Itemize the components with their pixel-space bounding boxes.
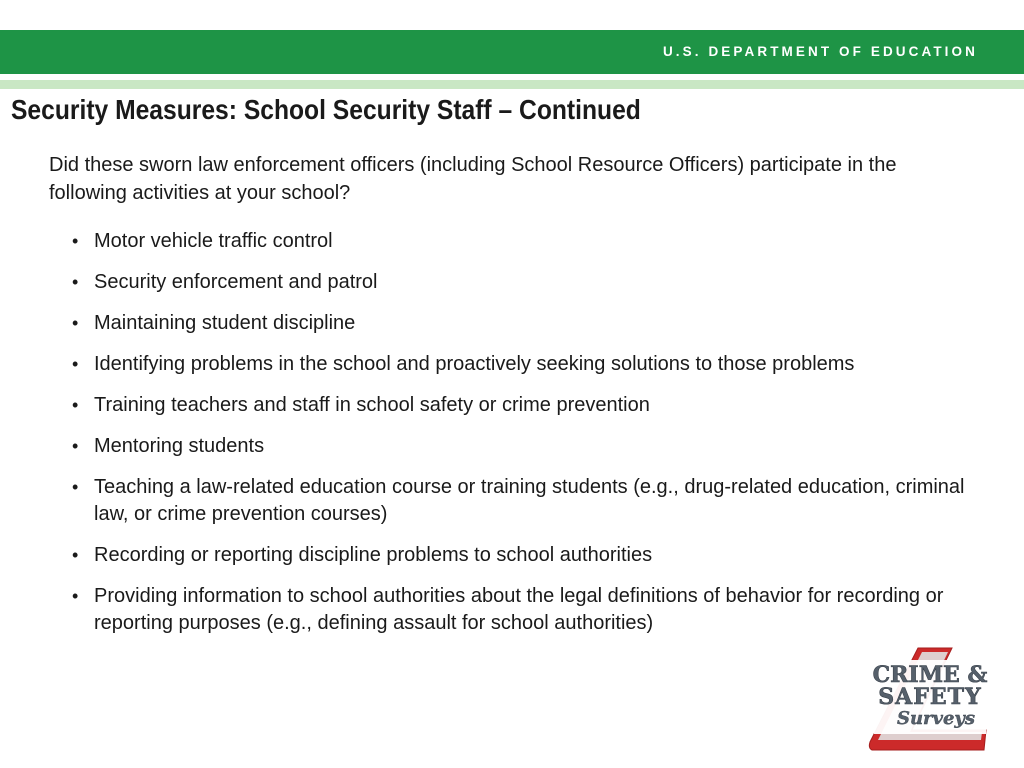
logo-line-3: Surveys: [896, 708, 976, 729]
list-item: [72, 310, 972, 337]
list-item-text: Training teachers and staff in school safety or crime prevention: [94, 394, 650, 416]
bullet-icon: •: [72, 354, 79, 374]
list-item: [72, 269, 972, 296]
list-item-text: Motor vehicle traffic control: [94, 230, 333, 252]
header-stripe: [0, 80, 1024, 89]
list-item-text: Mentoring students: [94, 435, 265, 457]
bullet-icon: •: [72, 545, 79, 565]
list-item-text: Maintaining student discipline: [94, 312, 356, 334]
list-item-text: Providing information to school authorities about the legal definitions of behavior for recording or reporting purposes (e.g., defining assault for school authorities): [94, 585, 944, 634]
bullet-icon: •: [72, 395, 79, 415]
bullet-icon: •: [72, 231, 79, 251]
bullet-icon: •: [72, 586, 79, 606]
list-item: [72, 351, 972, 378]
bullet-icon: •: [72, 313, 79, 333]
question-text: Did these sworn law enforcement officers (including School Resource Officers) participate in the following activities at your school?: [49, 154, 897, 204]
slide-title: Security Measures: School Security Staff – Continued: [11, 94, 641, 125]
agency-name: U.S. DEPARTMENT OF EDUCATION: [662, 44, 978, 59]
list-item: [72, 433, 972, 460]
list-item: [72, 392, 972, 419]
bullet-icon: •: [72, 272, 79, 292]
crime-safety-surveys-logo: [866, 644, 990, 752]
list-item: [72, 474, 972, 528]
list-item-text: Recording or reporting discipline problems to school authorities: [94, 544, 653, 566]
activity-list: [72, 228, 972, 651]
list-item-text: Teaching a law-related education course or training students (e.g., drug-related education, criminal law, or crime prevention courses): [94, 476, 965, 525]
bullet-icon: •: [72, 477, 79, 497]
list-item: [72, 542, 972, 569]
list-item-text: Security enforcement and patrol: [94, 271, 378, 293]
logo-line-2: SAFETY: [878, 684, 982, 710]
top-margin: [0, 0, 1024, 30]
bullet-icon: •: [72, 436, 79, 456]
list-item: [72, 228, 972, 255]
logo-line-1: CRIME &: [872, 662, 988, 688]
list-item: [72, 583, 972, 637]
list-item-text: Identifying problems in the school and proactively seeking solutions to those problems: [94, 353, 855, 375]
